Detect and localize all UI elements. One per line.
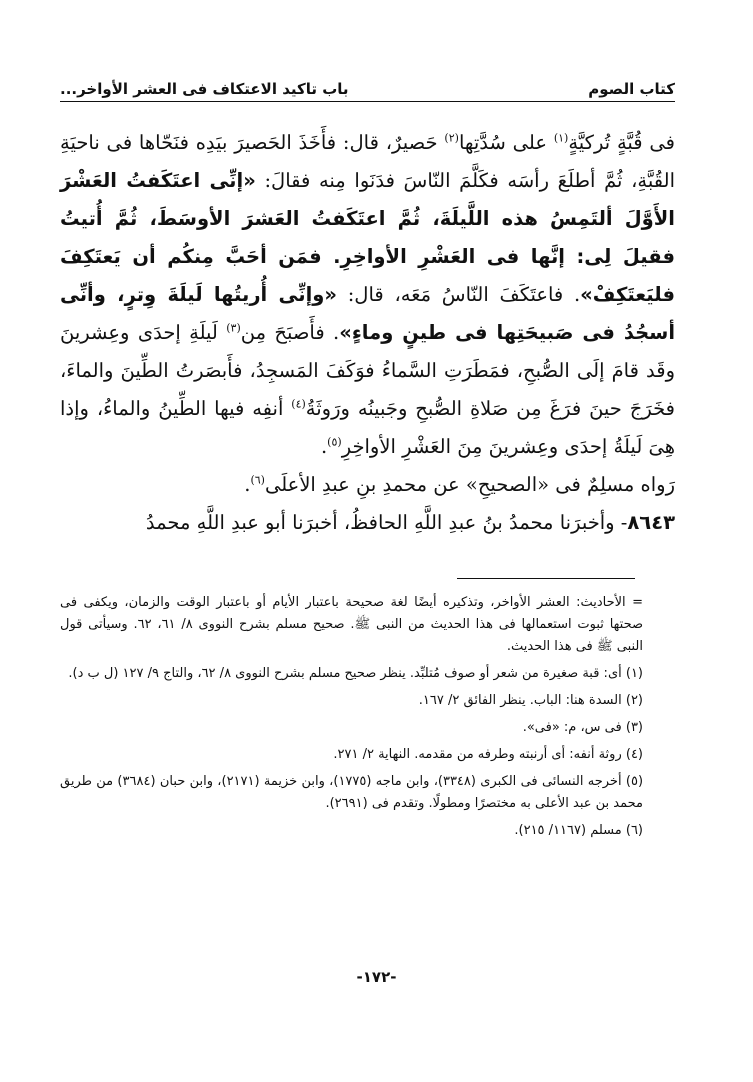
text-run: أنفِه فيها الطِّينُ والماءُ، وإذا هِىَ لَيلَةُ إحدَى وعِشرينَ مِنَ العَشْرِ الأواخِرِ bbox=[60, 397, 675, 458]
prophetic-quote: «إنِّى اعتَكَفتُ العَشْرَ الأَوَّلَ ألتَمِسُ هذه اللَّيلَةَ، ثُمَّ اعتَكَفتُ العَشرَ الأوسَطَ، ثُمَّ أُتيتُ فقيلَ لِى: إنَّها فى العَشْرِ الأواخِرِ. فمَن أحَبَّ مِنكُم أن يَعتَكِفَ فليَعتَكِفْ» bbox=[60, 169, 675, 306]
footnote-ref-6: (٦) bbox=[250, 473, 265, 487]
footnote-4: (٤) روثة أنفه: أى أرنبته وطرفه من مقدمه. النهاية ٢/ ٢٧١. bbox=[333, 747, 643, 762]
footnote-ref-4: (٤) bbox=[291, 397, 306, 411]
text-run: حَصيرٌ، قال: فأَخَذَ الحَصيرَ بيَدِه فنَحّاها فى ناحيَةِ القُبَّةِ، ثُمَّ أطلَعَ رأسَه فكَلَّمَ النّاسَ فدَنَوا مِنه فقالَ: bbox=[60, 131, 675, 192]
text-run: . bbox=[320, 435, 328, 458]
text-run: فى قُبَّةٍ تُركيَّةٍ bbox=[568, 131, 675, 154]
footnote-ref-3: (٣) bbox=[226, 321, 241, 335]
header-rule bbox=[60, 101, 675, 102]
footnote-ref-1: (١) bbox=[553, 131, 569, 145]
paragraph-3 bbox=[60, 504, 675, 542]
footnote-6: (٦) مسلم (١١٦٧/ ٢١٥). bbox=[514, 823, 643, 838]
footnote-ref-5: (٥) bbox=[327, 435, 342, 449]
footnote-3: (٣) فى س، م: «فى». bbox=[522, 720, 643, 735]
text-run: - وأخبرَنا محمدُ بنُ عبدِ اللَّهِ الحافظُ، أخبرَنا أبو عبدِ اللَّهِ محمدُ bbox=[145, 511, 628, 534]
text-run: . فاعتَكَفَ النّاسُ مَعَه، قال: bbox=[337, 283, 581, 306]
text-run: لَيلَةِ إحدَى وعِشرينَ وقَد قامَ إلَى الصُّبحِ، فمَطَرَتِ السَّماءُ فوَكَفَ المَسجِدُ، فأَبصَرتُ الطِّينَ والماءَ، فخَرَجَ حينَ فرَغَ مِن صَلاةِ الصُّبحِ وجَبينُه ورَوثَةُ bbox=[60, 321, 676, 420]
footnotes bbox=[60, 592, 643, 847]
footnote-2: (٢) السدة هنا: الباب. ينظر الفائق ٢/ ١٦٧. bbox=[418, 693, 643, 708]
paragraph-2 bbox=[60, 466, 675, 504]
running-header bbox=[60, 70, 675, 98]
footnote-continuation: = الأحاديث: العشر الأواخر، وتذكيره أيضًا لغة صحيحة باعتبار الأيام أو باعتبار الوقت والزمان، ويكفى فى صحتها ثبوت استعمالها فى هذا الحديث من النبى ﷺ. صحيح مسلم بشرح النووى ٨/ ٦١، ٦٢. وسيأتى قول النبى ﷺ فى هذا الحديث. bbox=[60, 595, 644, 654]
footnote-1: (١) أى: قبة صغيرة من شعر أو صوف مُتلبِّد. ينظر صحيح مسلم بشرح النووى ٨/ ٦٢، والتاج ٩/ ١٢٧ (ل ب د). bbox=[68, 666, 643, 681]
paragraph-1 bbox=[60, 124, 675, 466]
book-title: كتاب الصوم bbox=[588, 80, 675, 98]
text-run: على سُدَّتِها bbox=[458, 131, 554, 154]
footnote-5: (٥) أخرجه النسائى فى الكبرى (٣٣٤٨)، وابن ماجه (١٧٧٥)، وابن خزيمة (٢١٧١)، وابن حبان (٣٦٨٤) من طريق محمد بن عبد الأعلى به مختصرًا ومطولًا. وتقدم فى (٢٦٩١). bbox=[60, 774, 644, 811]
footnote-ref-2: (٢) bbox=[444, 131, 459, 145]
chapter-title: باب تاكيد الاعتكاف فى العشر الأواخر... bbox=[60, 80, 349, 98]
text-run: . فأَصبَحَ مِن bbox=[240, 321, 340, 344]
hadith-number: ٨٦٤٣ bbox=[627, 511, 675, 534]
text-run: رَواه مسلِمٌ فى «الصحيحِ» عن محمدِ بنِ عبدِ الأعلَى bbox=[264, 473, 675, 496]
text-run: . bbox=[244, 473, 251, 496]
main-text bbox=[60, 124, 675, 542]
page-number: -١٧٢- bbox=[356, 968, 397, 986]
prophetic-quote: «وإنِّى أُريتُها لَيلَةَ وِترٍ، وأنِّى أسجُدُ فى صَبيحَتِها فى طينٍ وماءٍ» bbox=[60, 283, 676, 344]
footnote-rule bbox=[457, 578, 635, 579]
